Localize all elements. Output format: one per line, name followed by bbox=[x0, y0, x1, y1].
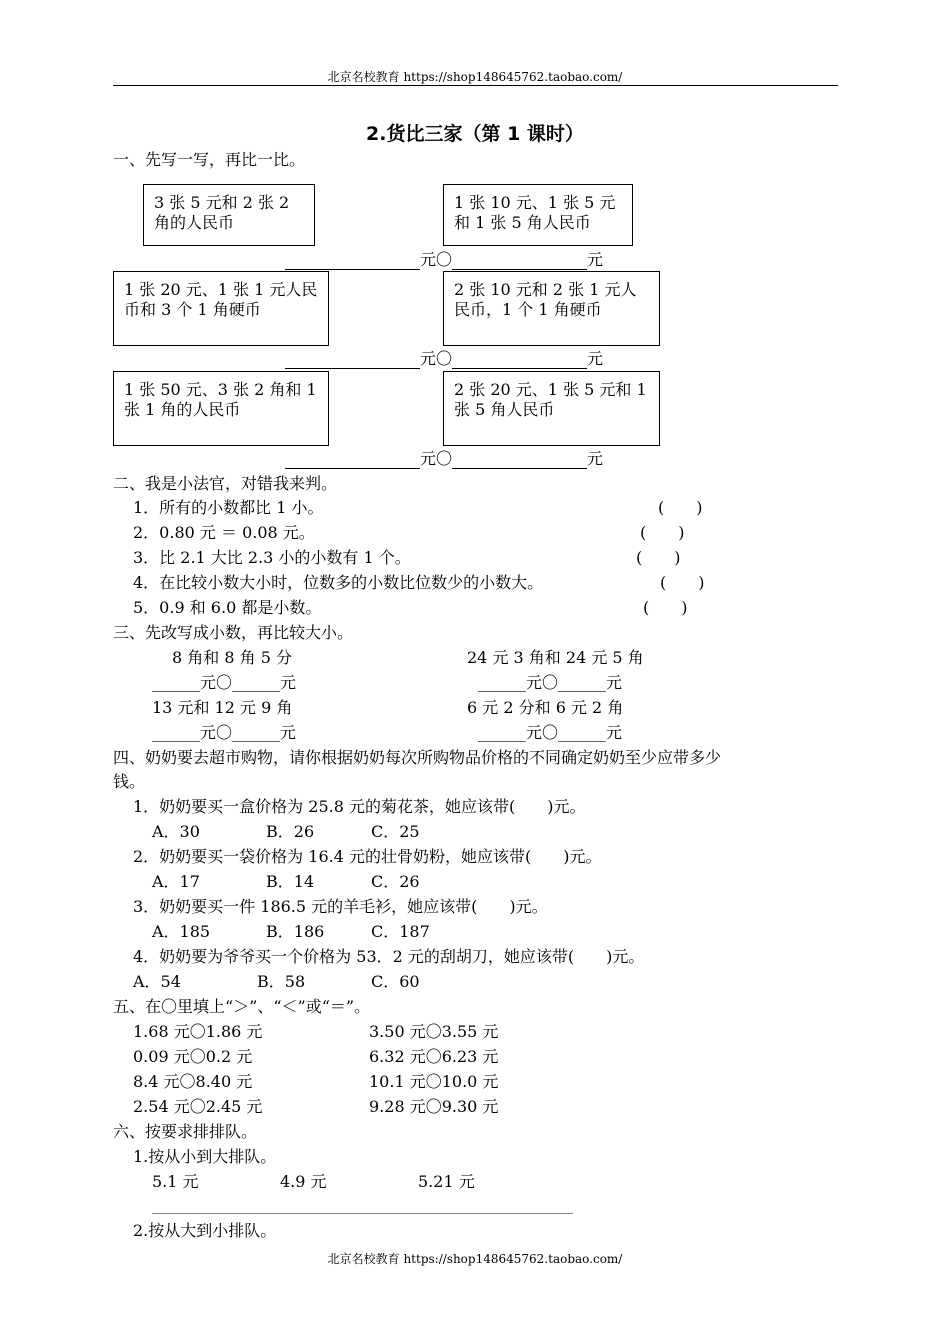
choice-question-2: 2．奶奶要买一袋价格为 16.4 元的壮骨奶粉，她应该带( )元。 bbox=[133, 847, 602, 866]
judge-answer-4[interactable]: ( ) bbox=[660, 573, 705, 592]
section-1-heading: 一、先写一写，再比一比。 bbox=[113, 150, 306, 169]
choice-4-b[interactable]: B．58 bbox=[257, 972, 306, 991]
choice-2-c[interactable]: C．26 bbox=[371, 872, 420, 891]
order-value-3: 5.21 元 bbox=[418, 1172, 475, 1191]
judge-item-1: 1．所有的小数都比 1 小。 bbox=[133, 498, 324, 517]
choice-3-c[interactable]: C．187 bbox=[371, 922, 430, 941]
compare-right-3[interactable]: 10.1 元〇10.0 元 bbox=[369, 1072, 499, 1091]
section-6-heading: 六、按要求排排队。 bbox=[113, 1122, 258, 1141]
order-value-1: 5.1 元 bbox=[152, 1172, 199, 1191]
header-rule bbox=[113, 85, 838, 86]
compare-left-2[interactable]: 0.09 元〇0.2 元 bbox=[133, 1047, 253, 1066]
choice-question-3: 3．奶奶要买一件 186.5 元的羊毛衫，她应该带( )元。 bbox=[133, 897, 548, 916]
compare-right-2[interactable]: 6.32 元〇6.23 元 bbox=[369, 1047, 499, 1066]
money-box-3: 1 张 20 元、1 张 1 元人民币和 3 个 1 角硬币 bbox=[113, 271, 329, 346]
judge-item-5: 5．0.9 和 6.0 都是小数。 bbox=[133, 598, 322, 617]
choice-3-b[interactable]: B．186 bbox=[266, 922, 325, 941]
judge-item-4: 4．在比较小数大小时，位数多的小数比位数少的小数大。 bbox=[133, 573, 544, 592]
section-2-heading: 二、我是小法官，对错我来判。 bbox=[113, 474, 338, 493]
choice-question-4: 4．奶奶要为爷爷买一个价格为 53．2 元的刮胡刀，她应该带( )元。 bbox=[133, 947, 645, 966]
judge-answer-3[interactable]: ( ) bbox=[636, 548, 681, 567]
rewrite-pair-4: 6 元 2 分和 6 元 2 角 bbox=[467, 698, 624, 717]
judge-item-3: 3．比 2.1 大比 2.3 小的小数有 1 个。 bbox=[133, 548, 411, 567]
compare-left-1[interactable]: 1.68 元〇1.86 元 bbox=[133, 1022, 263, 1041]
compare-row-3[interactable]: 元〇 元 bbox=[285, 449, 603, 469]
money-box-6: 2 张 20 元、1 张 5 元和 1 张 5 角人民币 bbox=[443, 371, 660, 446]
rewrite-blank-4[interactable]: ______元〇______元 bbox=[478, 723, 623, 742]
rewrite-pair-1: 8 角和 8 角 5 分 bbox=[172, 648, 292, 667]
compare-right-1[interactable]: 3.50 元〇3.55 元 bbox=[369, 1022, 499, 1041]
rewrite-blank-2[interactable]: ______元〇______元 bbox=[478, 673, 623, 692]
section-4-heading-cont: 钱。 bbox=[113, 772, 146, 791]
section-4-heading: 四、奶奶要去超市购物，请你根据奶奶每次所购物品价格的不同确定奶奶至少应带多少 bbox=[113, 748, 722, 767]
compare-row-1[interactable]: 元〇 元 bbox=[285, 250, 603, 270]
money-box-5: 1 张 50 元、3 张 2 角和 1 张 1 角的人民币 bbox=[113, 371, 329, 446]
rewrite-pair-3: 13 元和 12 元 9 角 bbox=[152, 698, 293, 717]
rewrite-blank-3[interactable]: ______元〇______元 bbox=[152, 723, 297, 742]
choice-1-c[interactable]: C．25 bbox=[371, 822, 420, 841]
page-header: 北京名校教育 https://shop148645762.taobao.com/ bbox=[327, 70, 623, 84]
compare-right-4[interactable]: 9.28 元〇9.30 元 bbox=[369, 1097, 499, 1116]
compare-left-3[interactable]: 8.4 元〇8.40 元 bbox=[133, 1072, 253, 1091]
section-3-heading: 三、先改写成小数，再比较大小。 bbox=[113, 623, 354, 642]
choice-2-a[interactable]: A．17 bbox=[152, 872, 200, 891]
judge-answer-2[interactable]: ( ) bbox=[640, 523, 685, 542]
rewrite-blank-1[interactable]: ______元〇______元 bbox=[152, 673, 297, 692]
section-5-heading: 五、在〇里填上“＞”、“＜”或“＝”。 bbox=[113, 997, 371, 1016]
choice-4-c[interactable]: C．60 bbox=[371, 972, 420, 991]
money-box-2: 1 张 10 元、1 张 5 元和 1 张 5 角人民币 bbox=[443, 184, 633, 246]
judge-answer-1[interactable]: ( ) bbox=[658, 498, 703, 517]
order-question-1: 1.按从小到大排队。 bbox=[133, 1147, 277, 1166]
compare-row-2[interactable]: 元〇 元 bbox=[285, 349, 603, 369]
choice-question-1: 1．奶奶要买一盒价格为 25.8 元的菊花茶，她应该带( )元。 bbox=[133, 797, 586, 816]
money-box-4: 2 张 10 元和 2 张 1 元人民币，1 个 1 角硬币 bbox=[443, 271, 660, 346]
rewrite-pair-2: 24 元 3 角和 24 元 5 角 bbox=[467, 648, 644, 667]
choice-3-a[interactable]: A．185 bbox=[152, 922, 211, 941]
choice-2-b[interactable]: B．14 bbox=[266, 872, 315, 891]
judge-answer-5[interactable]: ( ) bbox=[643, 598, 688, 617]
judge-item-2: 2．0.80 元 ＝ 0.08 元。 bbox=[133, 523, 315, 542]
order-answer-line[interactable] bbox=[152, 1213, 573, 1214]
choice-4-a[interactable]: A．54 bbox=[133, 972, 181, 991]
choice-1-a[interactable]: A．30 bbox=[152, 822, 200, 841]
choice-1-b[interactable]: B．26 bbox=[266, 822, 315, 841]
order-value-2: 4.9 元 bbox=[280, 1172, 327, 1191]
page-footer: 北京名校教育 https://shop148645762.taobao.com/ bbox=[327, 1252, 623, 1266]
money-box-1: 3 张 5 元和 2 张 2 角的人民币 bbox=[143, 184, 315, 246]
order-question-2: 2.按从大到小排队。 bbox=[133, 1221, 277, 1240]
compare-left-4[interactable]: 2.54 元〇2.45 元 bbox=[133, 1097, 263, 1116]
page-title: 2.货比三家（第 1 课时） bbox=[366, 123, 584, 145]
